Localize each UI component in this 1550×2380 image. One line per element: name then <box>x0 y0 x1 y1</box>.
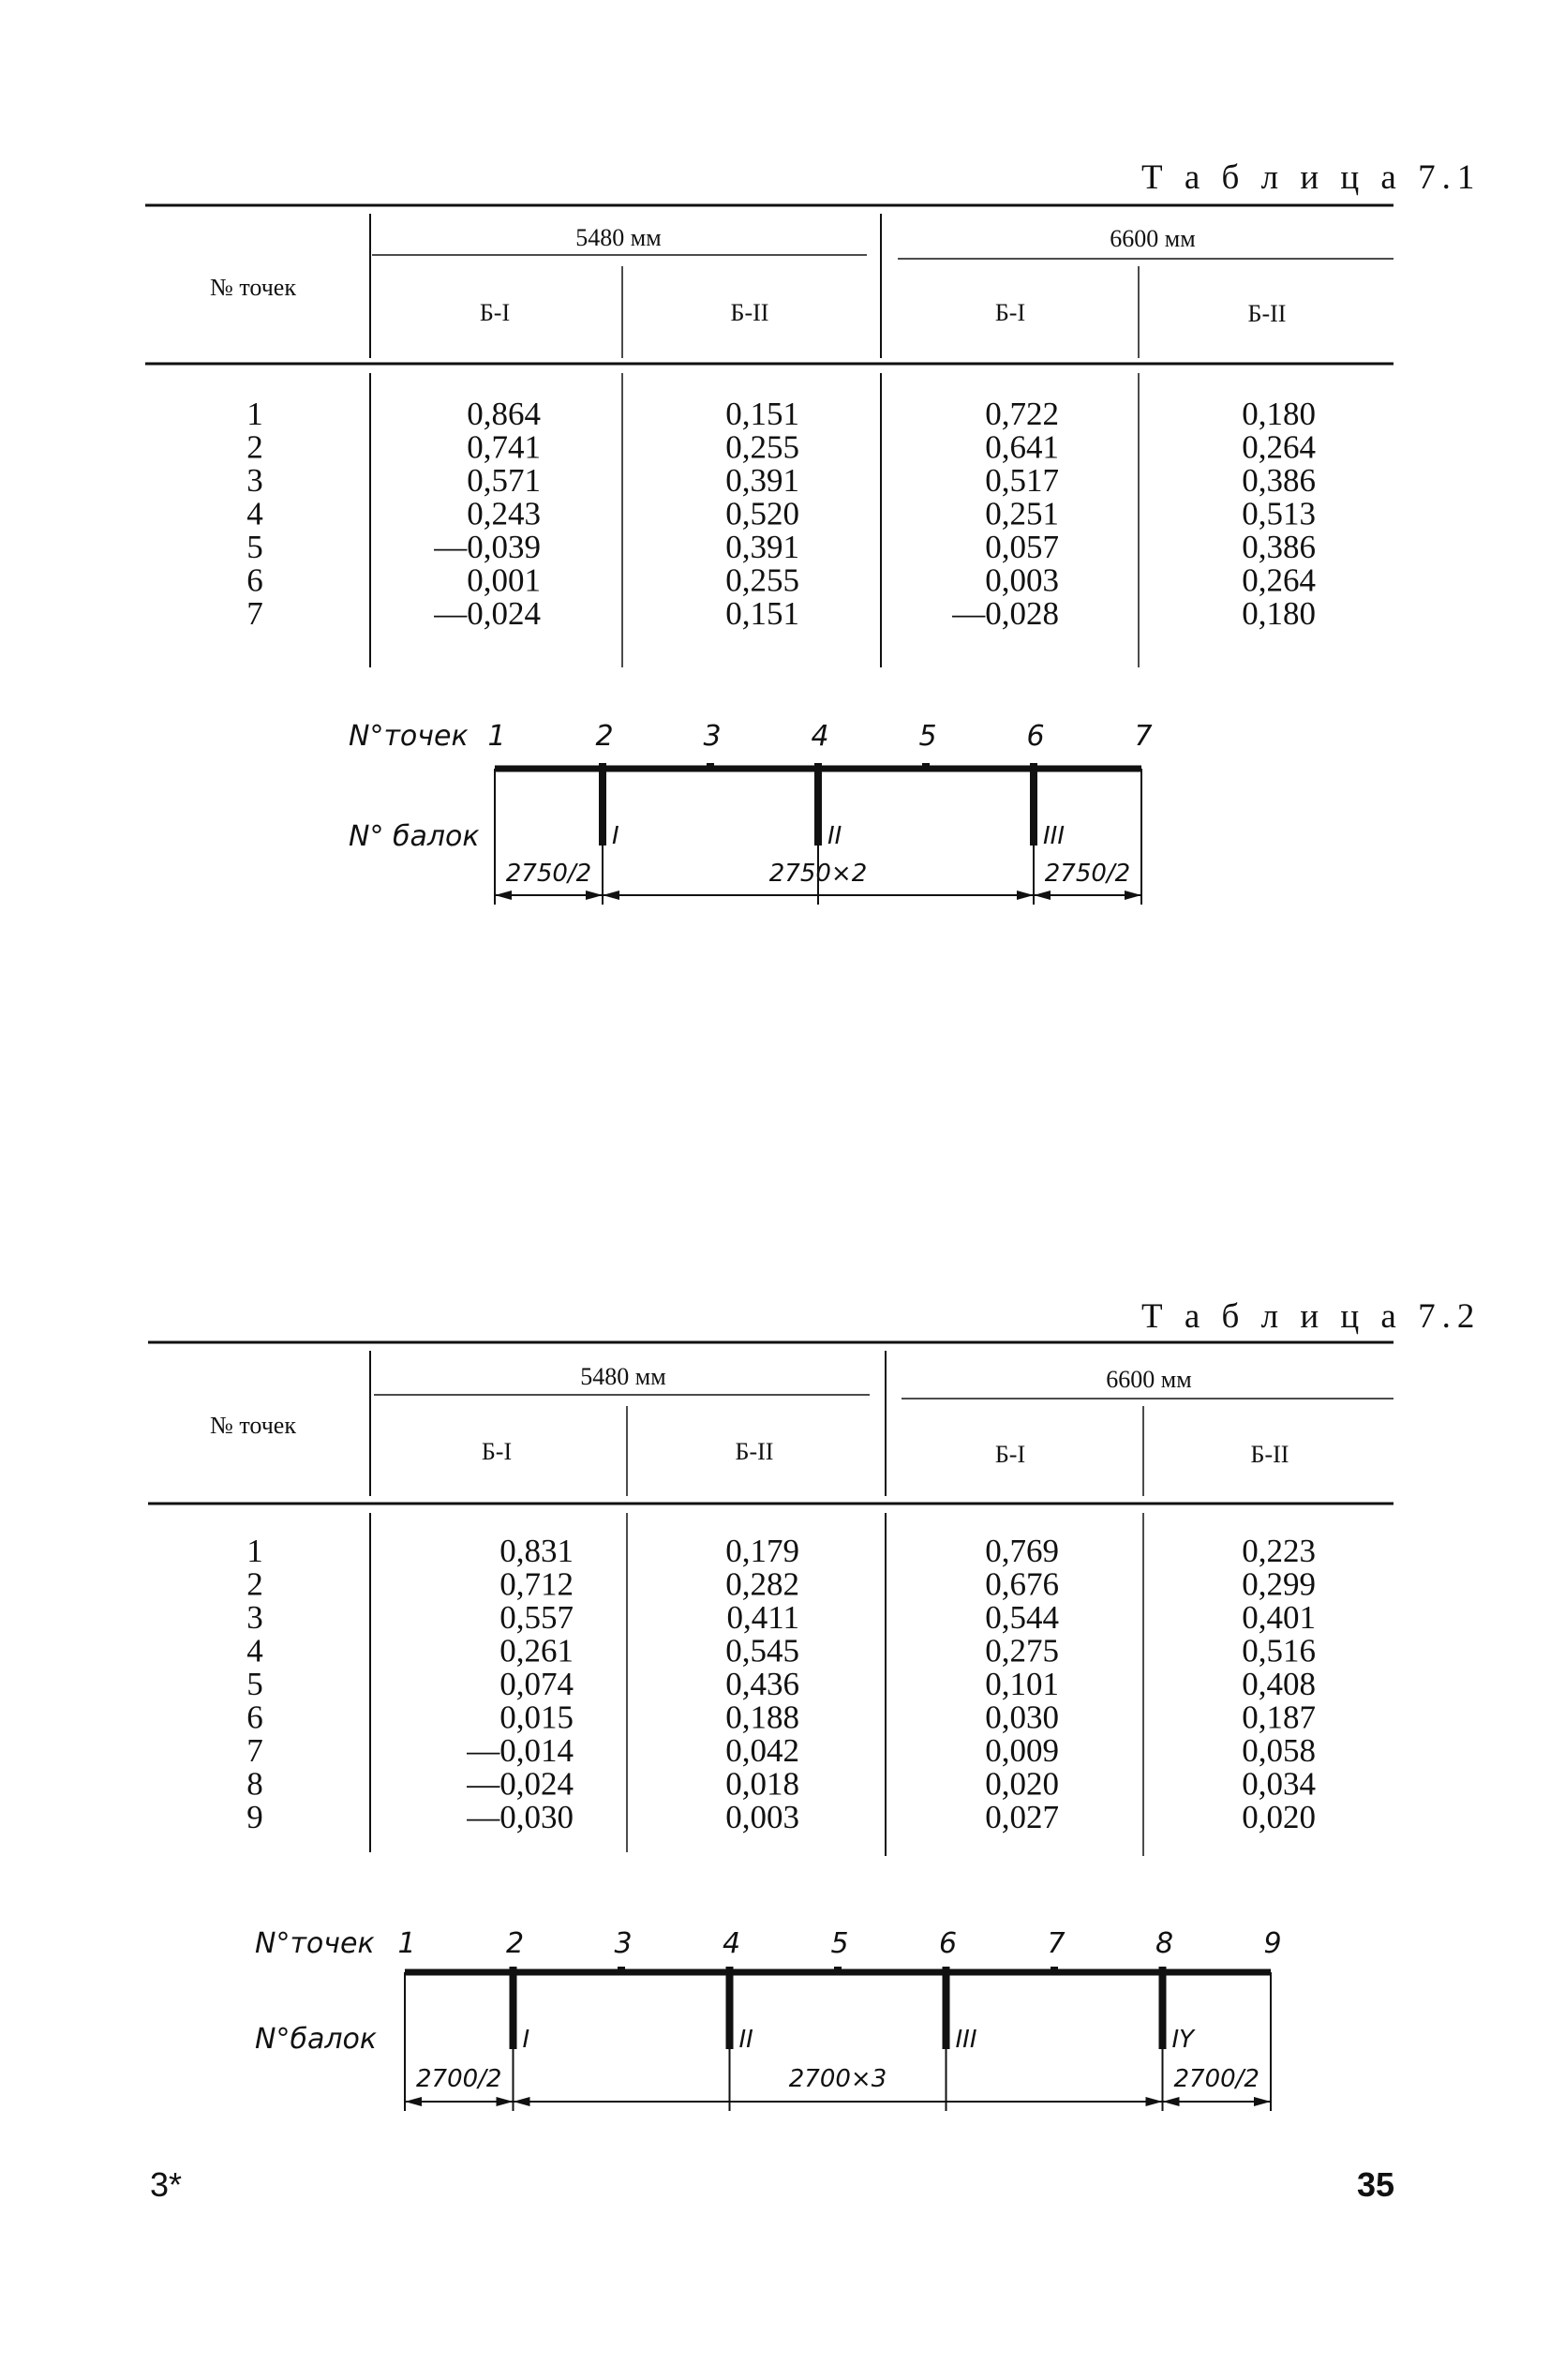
point-tick <box>1030 763 1037 769</box>
point-tick <box>943 1967 950 1972</box>
dimension-arrow <box>603 891 619 900</box>
table-cell: 0,516 <box>1242 1632 1316 1669</box>
beam-label: III <box>955 2026 977 2054</box>
table-cell: —0,028 <box>952 595 1059 632</box>
beam-label: II <box>827 822 842 850</box>
table-cell: 0,034 <box>1242 1765 1316 1803</box>
table-cell: —0,030 <box>467 1799 574 1835</box>
dimension-arrow <box>1034 891 1051 900</box>
row-point-number: 6 <box>246 561 263 599</box>
point-label: 3 <box>614 1927 633 1960</box>
point-label: 1 <box>487 720 506 753</box>
table-cell: 0,571 <box>467 462 541 499</box>
table-cell: —0,024 <box>467 1765 574 1803</box>
point-label: 6 <box>1026 720 1045 753</box>
table-cell: —0,024 <box>434 595 541 632</box>
point-label: 2 <box>505 1927 525 1960</box>
point-label: 9 <box>1263 1927 1282 1960</box>
point-tick <box>1051 1967 1058 1972</box>
point-tick <box>707 763 714 769</box>
dimension-left: 2700/2 <box>416 2065 502 2093</box>
table-cell: 0,251 <box>985 495 1059 532</box>
table-cell: 0,299 <box>1242 1565 1316 1603</box>
table-cell: 0,020 <box>1242 1799 1316 1835</box>
dimension-arrow <box>497 2097 514 2106</box>
beam-label: I <box>612 822 619 850</box>
dimension-middle: 2750×2 <box>768 860 868 888</box>
table-cell: 0,436 <box>725 1666 799 1702</box>
dimension-arrow <box>1146 2097 1163 2106</box>
dimension-arrow <box>1163 2097 1180 2106</box>
row-point-number: 1 <box>246 1533 263 1569</box>
table-cell: 0,261 <box>499 1632 574 1669</box>
diagram1-points-label: N°точек <box>349 720 469 753</box>
table1-caption: Т а б л и ц а 7.1 <box>1141 158 1482 197</box>
table-cell: 0,015 <box>499 1699 574 1736</box>
table-cell: 0,264 <box>1242 561 1316 599</box>
diagram1-beams-label: N° балок <box>349 820 480 853</box>
point-label: 8 <box>1155 1927 1174 1960</box>
point-label: 7 <box>1047 1927 1066 1960</box>
diagram2-beams-label: N°балок <box>255 2023 377 2056</box>
row-point-number: 5 <box>246 1666 263 1702</box>
table-cell: 0,003 <box>725 1799 799 1835</box>
table1-group-6600: 6600 мм <box>1110 225 1196 252</box>
row-point-number: 3 <box>246 1599 263 1636</box>
table2-group-5480: 5480 мм <box>580 1363 666 1390</box>
table-cell: 0,187 <box>1242 1699 1316 1736</box>
point-label: 2 <box>595 720 614 753</box>
page-number: 35 <box>1357 2165 1395 2204</box>
table-cell: 0,513 <box>1242 495 1316 532</box>
beam-diagram-2 <box>0 1903 1550 2128</box>
point-tick <box>922 763 930 769</box>
row-point-number: 7 <box>246 595 263 632</box>
point-label: 7 <box>1134 720 1153 753</box>
beam-label: II <box>738 2026 753 2054</box>
row-point-number: 4 <box>246 1632 263 1669</box>
row-point-number: 9 <box>246 1799 263 1835</box>
row-point-number: 2 <box>246 1565 263 1603</box>
table-cell: 0,179 <box>725 1533 799 1569</box>
row-point-number: 4 <box>246 495 263 532</box>
point-tick <box>834 1967 842 1972</box>
table-cell: 0,391 <box>725 529 799 565</box>
table-cell: 0,264 <box>1242 428 1316 466</box>
table-cell: 0,255 <box>725 561 799 599</box>
table-cell: 0,101 <box>985 1666 1059 1702</box>
table2-group-6600: 6600 мм <box>1106 1366 1192 1393</box>
table-cell: —0,014 <box>467 1732 574 1769</box>
table-cell: 0,391 <box>725 462 799 499</box>
row-point-number: 3 <box>246 462 263 499</box>
table2-col-b1-6600: Б-I <box>994 1441 1026 1468</box>
dimension-arrow <box>1017 891 1034 900</box>
table-cell: 0,741 <box>467 428 541 466</box>
table-cell: 0,151 <box>725 396 799 432</box>
row-point-number: 1 <box>246 396 263 432</box>
diagram2-points-label: N°точек <box>255 1927 375 1960</box>
dimension-arrow <box>405 2097 422 2106</box>
table1-row-header: № точек <box>210 274 296 301</box>
table-cell: 0,042 <box>725 1732 799 1769</box>
table-cell: 0,180 <box>1242 595 1316 632</box>
dimension-arrow <box>1125 891 1141 900</box>
table-cell: 0,676 <box>985 1565 1059 1603</box>
dimension-right: 2700/2 <box>1173 2065 1259 2093</box>
dimension-left: 2750/2 <box>505 860 592 888</box>
table-cell: 0,386 <box>1242 462 1316 499</box>
point-label: 6 <box>938 1927 958 1960</box>
table-cell: 0,018 <box>725 1765 799 1803</box>
table-cell: 0,255 <box>725 428 799 466</box>
table-cell: 0,831 <box>499 1533 574 1569</box>
table-cell: 0,030 <box>985 1699 1059 1736</box>
point-label: 3 <box>703 720 722 753</box>
table2-caption: Т а б л и ц а 7.2 <box>1141 1297 1482 1336</box>
table2-row-header: № точек <box>210 1412 296 1439</box>
signature-mark: 3* <box>150 2165 183 2204</box>
table-cell: 0,386 <box>1242 529 1316 565</box>
dimension-arrow <box>514 2097 530 2106</box>
row-point-number: 8 <box>246 1765 263 1803</box>
table-cell: 0,520 <box>725 495 799 532</box>
table-cell: —0,039 <box>434 529 541 565</box>
row-point-number: 2 <box>246 428 263 466</box>
point-label: 4 <box>811 720 829 753</box>
table-cell: 0,223 <box>1242 1533 1316 1569</box>
table-cell: 0,003 <box>985 561 1059 599</box>
point-tick <box>1159 1967 1167 1972</box>
table-cell: 0,712 <box>499 1565 574 1603</box>
dimension-arrow <box>586 891 603 900</box>
table-cell: 0,545 <box>725 1632 799 1669</box>
beam-label: I <box>522 2026 530 2054</box>
table1 <box>0 187 1550 712</box>
beam-label: IY <box>1171 2026 1195 2054</box>
table1-col-b2-6600: Б-II <box>1247 300 1287 327</box>
point-label: 5 <box>918 720 937 753</box>
table2 <box>0 1326 1550 1870</box>
dimension-right: 2750/2 <box>1044 860 1131 888</box>
table-cell: 0,408 <box>1242 1666 1316 1702</box>
table-cell: 0,057 <box>985 529 1059 565</box>
dimension-arrow <box>1254 2097 1271 2106</box>
table-cell: 0,020 <box>985 1765 1059 1803</box>
point-tick <box>726 1967 734 1972</box>
point-label: 1 <box>397 1927 416 1960</box>
table-cell: 0,641 <box>985 428 1059 466</box>
table2-col-b2-6600: Б-II <box>1250 1441 1289 1468</box>
table-cell: 0,864 <box>467 396 541 432</box>
table-cell: 0,074 <box>499 1666 574 1702</box>
row-point-number: 6 <box>246 1699 263 1736</box>
table2-col-b2-5480: Б-II <box>735 1438 774 1465</box>
table-cell: 0,180 <box>1242 396 1316 432</box>
table-cell: 0,282 <box>725 1565 799 1603</box>
table-cell: 0,411 <box>726 1599 799 1636</box>
table1-col-b2-5480: Б-II <box>730 299 769 326</box>
table-cell: 0,058 <box>1242 1732 1316 1769</box>
table-cell: 0,151 <box>725 595 799 632</box>
point-label: 4 <box>722 1927 741 1960</box>
dimension-middle: 2700×3 <box>788 2065 887 2093</box>
row-point-number: 5 <box>246 529 263 565</box>
point-tick <box>510 1967 517 1972</box>
table1-col-b1-6600: Б-I <box>994 299 1026 326</box>
table-cell: 0,557 <box>499 1599 574 1636</box>
table-cell: 0,001 <box>467 561 541 599</box>
table-cell: 0,027 <box>985 1799 1059 1835</box>
table-cell: 0,188 <box>725 1699 799 1736</box>
point-tick <box>618 1967 625 1972</box>
point-label: 5 <box>830 1927 849 1960</box>
table-cell: 0,544 <box>985 1599 1059 1636</box>
table-cell: 0,722 <box>985 396 1059 432</box>
table-cell: 0,243 <box>467 495 541 532</box>
table-cell: 0,769 <box>985 1533 1059 1569</box>
table1-col-b1-5480: Б-I <box>479 299 511 326</box>
point-tick <box>814 763 822 769</box>
table-cell: 0,401 <box>1242 1599 1316 1636</box>
beam-label: III <box>1043 822 1066 850</box>
table-cell: 0,517 <box>985 462 1059 499</box>
table2-col-b1-5480: Б-I <box>481 1438 513 1465</box>
dimension-arrow <box>495 891 512 900</box>
table1-group-5480: 5480 мм <box>575 224 662 251</box>
row-point-number: 7 <box>246 1732 263 1769</box>
point-tick <box>599 763 606 769</box>
beam-diagram-1 <box>0 703 1550 909</box>
table-cell: 0,275 <box>985 1632 1059 1669</box>
table-cell: 0,009 <box>985 1732 1059 1769</box>
